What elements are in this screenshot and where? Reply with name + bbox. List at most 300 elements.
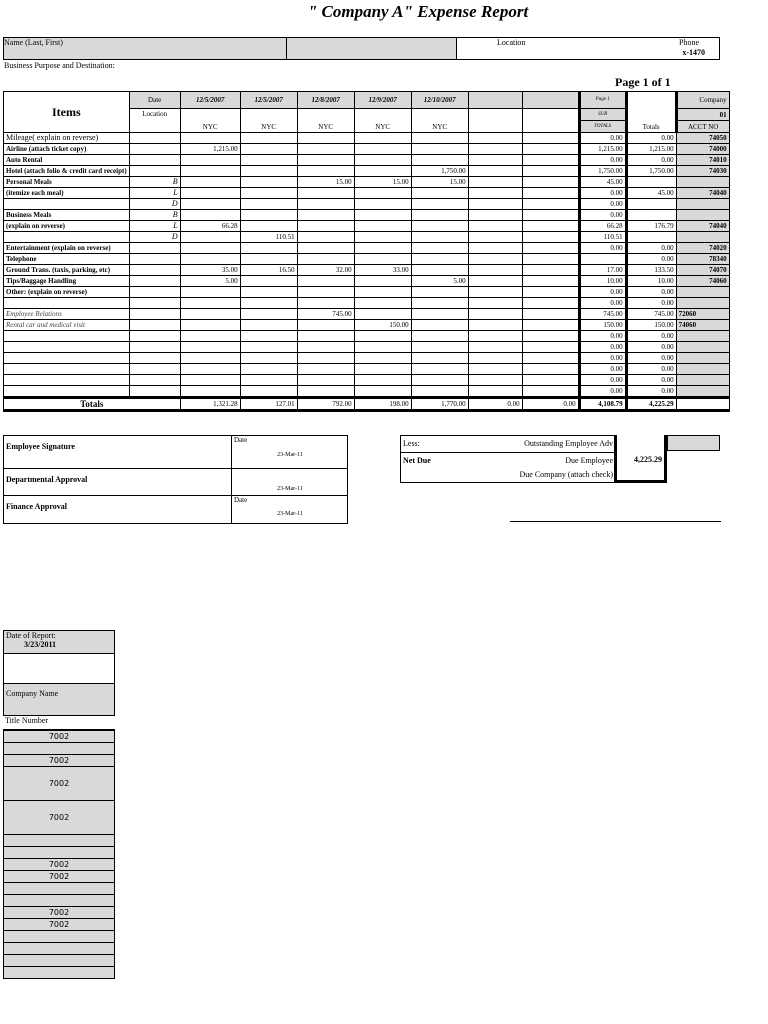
date-of-report-value: 3/23/2011: [24, 640, 57, 649]
code-row: [4, 731, 115, 743]
item-label: Telephone: [4, 254, 130, 265]
totals-value: 0.00: [522, 398, 579, 411]
total-cell: 176.79: [626, 221, 676, 232]
title-code-cell[interactable]: 7002: [4, 871, 115, 883]
expense-cell[interactable]: [297, 144, 354, 155]
table-row: [4, 243, 730, 254]
expense-cell[interactable]: [411, 254, 468, 265]
company-name-field[interactable]: [3, 684, 115, 716]
expense-cell[interactable]: [468, 210, 522, 221]
expense-cell[interactable]: [411, 364, 468, 375]
expense-cell[interactable]: 15.00: [297, 177, 354, 188]
table-row: [4, 144, 730, 155]
meal-code: [129, 320, 180, 331]
outstanding-acct-cell: [667, 435, 720, 451]
total-cell: [626, 199, 676, 210]
acct-header: ACCT NO: [676, 121, 729, 133]
expense-cell[interactable]: [468, 276, 522, 287]
item-label: Hotel (attach folio & credit card receipt): [4, 166, 130, 177]
expense-cell[interactable]: [468, 133, 522, 144]
expense-cell[interactable]: [180, 375, 240, 386]
meal-code: [129, 276, 180, 287]
totals-value: 198.00: [354, 398, 411, 411]
expense-cell[interactable]: 150.00: [354, 320, 411, 331]
acct-cell: 74070: [676, 265, 729, 276]
subtotal-cell: 0.00: [579, 133, 626, 144]
expense-cell[interactable]: [354, 243, 411, 254]
expense-cell[interactable]: [522, 265, 579, 276]
totals-header: Totals: [626, 92, 676, 133]
title-code-cell[interactable]: [4, 943, 115, 955]
acct-cell: 74050: [676, 133, 729, 144]
expense-cell[interactable]: [240, 155, 297, 166]
expense-cell[interactable]: [468, 144, 522, 155]
expense-cell[interactable]: [522, 155, 579, 166]
expense-cell[interactable]: [240, 199, 297, 210]
expense-cell[interactable]: [411, 298, 468, 309]
expense-cell[interactable]: [297, 210, 354, 221]
code-row: [4, 767, 115, 801]
expense-cell[interactable]: [180, 155, 240, 166]
expense-cell[interactable]: [468, 199, 522, 210]
expense-cell[interactable]: [522, 243, 579, 254]
table-row: [4, 232, 730, 243]
table-row: [4, 386, 730, 398]
expense-cell[interactable]: [411, 221, 468, 232]
expense-cell[interactable]: [522, 331, 579, 342]
expense-cell[interactable]: [297, 353, 354, 364]
expense-cell[interactable]: [297, 298, 354, 309]
expense-cell[interactable]: [468, 166, 522, 177]
expense-cell[interactable]: [522, 342, 579, 353]
expense-cell[interactable]: [180, 331, 240, 342]
expense-cell[interactable]: [180, 287, 240, 298]
items-header: Items: [4, 92, 130, 133]
expense-cell[interactable]: [297, 287, 354, 298]
meal-code: [129, 254, 180, 265]
expense-cell[interactable]: [354, 386, 411, 398]
expense-cell[interactable]: [354, 199, 411, 210]
expense-cell[interactable]: [522, 210, 579, 221]
employee-signature-label: Employee Signature: [6, 442, 75, 451]
expense-cell[interactable]: [240, 254, 297, 265]
meal-code: [129, 144, 180, 155]
expense-cell[interactable]: [240, 364, 297, 375]
acct-cell: [676, 177, 729, 188]
expense-cell[interactable]: [240, 276, 297, 287]
title-code-cell[interactable]: 7002: [4, 907, 115, 919]
expense-cell[interactable]: [468, 331, 522, 342]
phone-field[interactable]: [637, 38, 721, 59]
date-label-1: Date: [234, 436, 248, 444]
item-label: Auto Rental: [4, 155, 130, 166]
expense-cell[interactable]: [354, 155, 411, 166]
name-field[interactable]: [4, 38, 287, 59]
expense-cell[interactable]: [240, 287, 297, 298]
subtotal-cell: 745.00: [579, 309, 626, 320]
expense-cell[interactable]: [240, 188, 297, 199]
expense-cell[interactable]: [522, 144, 579, 155]
expense-cell[interactable]: [354, 364, 411, 375]
expense-cell[interactable]: [411, 353, 468, 364]
department-date-field[interactable]: [232, 469, 348, 496]
expense-cell[interactable]: [354, 210, 411, 221]
expense-cell[interactable]: [180, 353, 240, 364]
expense-cell[interactable]: [468, 364, 522, 375]
acct-cell: 74030: [676, 166, 729, 177]
expense-cell[interactable]: [411, 320, 468, 331]
loc-col-7: [522, 109, 579, 133]
meal-code: [129, 331, 180, 342]
grand-total: 4,225.29: [626, 398, 676, 411]
expense-cell[interactable]: [522, 287, 579, 298]
expense-cell[interactable]: 66.28: [180, 221, 240, 232]
expense-cell[interactable]: [240, 386, 297, 398]
expense-cell[interactable]: [180, 342, 240, 353]
expense-cell[interactable]: [180, 386, 240, 398]
table-row: [4, 155, 730, 166]
expense-cell[interactable]: [297, 342, 354, 353]
table-row: [4, 353, 730, 364]
expense-cell[interactable]: [354, 353, 411, 364]
expense-cell[interactable]: [468, 254, 522, 265]
expense-cell[interactable]: [468, 243, 522, 254]
acct-cell: 74020: [676, 243, 729, 254]
code-row: [4, 847, 115, 859]
expense-cell[interactable]: [468, 320, 522, 331]
subtotal-cell: 110.51: [579, 232, 626, 243]
expense-cell[interactable]: [411, 199, 468, 210]
expense-cell[interactable]: 5.00: [411, 276, 468, 287]
expense-cell[interactable]: [522, 221, 579, 232]
finance-approval-field[interactable]: [4, 496, 232, 523]
total-cell: 45.00: [626, 188, 676, 199]
expense-cell[interactable]: 32.00: [297, 265, 354, 276]
expense-cell[interactable]: [297, 386, 354, 398]
expense-cell[interactable]: [180, 243, 240, 254]
expense-cell[interactable]: [522, 232, 579, 243]
expense-cell[interactable]: [411, 243, 468, 254]
expense-cell[interactable]: [240, 243, 297, 254]
expense-cell[interactable]: [180, 166, 240, 177]
expense-cell[interactable]: [180, 320, 240, 331]
expense-cell[interactable]: [468, 177, 522, 188]
title-code-cell[interactable]: 7002: [4, 755, 115, 767]
loc-col-2: NYC: [240, 109, 297, 133]
expense-cell[interactable]: [468, 265, 522, 276]
total-cell: 133.50: [626, 265, 676, 276]
total-cell: 0.00: [626, 353, 676, 364]
summary-block: [400, 435, 616, 483]
expense-cell[interactable]: [468, 287, 522, 298]
expense-cell[interactable]: [522, 353, 579, 364]
expense-cell[interactable]: [411, 309, 468, 320]
expense-cell[interactable]: [522, 364, 579, 375]
title-code-cell[interactable]: [4, 931, 115, 943]
total-cell: [626, 177, 676, 188]
subtotal-cell: 150.00: [579, 320, 626, 331]
table-row: [4, 331, 730, 342]
total-cell: 0.00: [626, 155, 676, 166]
expense-cell[interactable]: 5.00: [180, 276, 240, 287]
expense-cell[interactable]: [297, 243, 354, 254]
expense-cell[interactable]: [354, 188, 411, 199]
date-of-report-field[interactable]: [3, 630, 115, 654]
location-field[interactable]: [457, 38, 637, 59]
loc-col-3: NYC: [297, 109, 354, 133]
expense-cell[interactable]: [522, 166, 579, 177]
expense-cell[interactable]: [297, 276, 354, 287]
expense-cell[interactable]: [468, 221, 522, 232]
expense-cell[interactable]: 1,215.00: [180, 144, 240, 155]
blank-field[interactable]: [3, 654, 115, 684]
expense-cell[interactable]: [240, 375, 297, 386]
employee-signature-field[interactable]: [4, 436, 232, 469]
expense-cell[interactable]: [411, 265, 468, 276]
expense-cell[interactable]: 745.00: [297, 309, 354, 320]
expense-cell[interactable]: [297, 375, 354, 386]
expense-cell[interactable]: [240, 177, 297, 188]
expense-cell[interactable]: [240, 353, 297, 364]
due-employee-value: 4,225.29: [634, 455, 662, 464]
meal-code: [129, 287, 180, 298]
expense-cell[interactable]: 33.00: [354, 265, 411, 276]
expense-cell[interactable]: [522, 276, 579, 287]
expense-cell[interactable]: [180, 188, 240, 199]
acct-cell: 74040: [676, 221, 729, 232]
expense-cell[interactable]: [411, 133, 468, 144]
code-row: [4, 755, 115, 767]
expense-cell[interactable]: [411, 144, 468, 155]
department-approval-field[interactable]: [4, 469, 232, 496]
subtotal-cell: 1,750.00: [579, 166, 626, 177]
expense-cell[interactable]: [468, 298, 522, 309]
expense-cell[interactable]: [180, 210, 240, 221]
expense-cell[interactable]: [297, 320, 354, 331]
expense-cell[interactable]: [522, 386, 579, 398]
company-header: Company: [676, 92, 729, 109]
title-code-cell[interactable]: [4, 835, 115, 847]
expense-cell[interactable]: [180, 364, 240, 375]
grand-subtotal: 4,108.79: [579, 398, 626, 411]
total-cell: 0.00: [626, 342, 676, 353]
expense-cell[interactable]: [240, 221, 297, 232]
total-cell: 0.00: [626, 331, 676, 342]
code-row: [4, 871, 115, 883]
expense-cell[interactable]: [411, 188, 468, 199]
loc-col-6: [468, 109, 522, 133]
phone-label: Phone: [679, 38, 699, 47]
expense-cell[interactable]: [180, 298, 240, 309]
expense-cell[interactable]: [354, 133, 411, 144]
expense-cell[interactable]: [240, 331, 297, 342]
total-cell: 0.00: [626, 375, 676, 386]
expense-cell[interactable]: [354, 287, 411, 298]
expense-cell[interactable]: [354, 232, 411, 243]
expense-cell[interactable]: [354, 276, 411, 287]
table-row: [4, 375, 730, 386]
expense-cell[interactable]: [411, 342, 468, 353]
expense-cell[interactable]: [468, 375, 522, 386]
table-row: [4, 199, 730, 210]
expense-cell[interactable]: 110.51: [240, 232, 297, 243]
code-row: [4, 883, 115, 895]
title-code-cell[interactable]: [4, 955, 115, 967]
expense-cell[interactable]: [297, 155, 354, 166]
expense-cell[interactable]: [411, 232, 468, 243]
expense-cell[interactable]: [180, 177, 240, 188]
expense-cell[interactable]: [240, 342, 297, 353]
expense-cell[interactable]: [468, 309, 522, 320]
totals-acct: [676, 398, 729, 411]
expense-cell[interactable]: [468, 188, 522, 199]
title-code-cell[interactable]: [4, 883, 115, 895]
acct-cell: [676, 342, 729, 353]
expense-cell[interactable]: [522, 199, 579, 210]
title-code-cell[interactable]: [4, 895, 115, 907]
report-info-block: [3, 630, 115, 730]
expense-cell[interactable]: [354, 342, 411, 353]
acct-cell: [676, 287, 729, 298]
title-code-cell[interactable]: 7002: [4, 731, 115, 743]
table-row: [4, 166, 730, 177]
expense-cell[interactable]: [468, 353, 522, 364]
expense-cell[interactable]: [522, 133, 579, 144]
expense-cell[interactable]: [240, 320, 297, 331]
expense-cell[interactable]: [240, 144, 297, 155]
expense-cell[interactable]: [354, 144, 411, 155]
due-company-label: Due Company (attach check): [519, 470, 613, 479]
item-label: [4, 298, 130, 309]
expense-cell[interactable]: [468, 232, 522, 243]
acct-cell: 74040: [676, 188, 729, 199]
expense-cell[interactable]: [354, 166, 411, 177]
expense-cell[interactable]: [354, 309, 411, 320]
total-cell: 1,750.00: [626, 166, 676, 177]
sub-header: SUB: [579, 109, 626, 121]
title-code-cell[interactable]: 7002: [4, 767, 115, 801]
title-code-cell[interactable]: 7002: [4, 801, 115, 835]
expense-cell[interactable]: [297, 188, 354, 199]
expense-cell[interactable]: [411, 331, 468, 342]
name-value-field[interactable]: [287, 38, 457, 59]
subtotal-cell: 0.00: [579, 298, 626, 309]
expense-cell[interactable]: [468, 155, 522, 166]
subtotal-cell: 45.00: [579, 177, 626, 188]
employee-date-field[interactable]: [232, 436, 348, 469]
date-value-2: 23-Mar-11: [277, 486, 303, 492]
expense-cell[interactable]: [522, 177, 579, 188]
expense-cell[interactable]: [240, 298, 297, 309]
expense-cell[interactable]: [297, 133, 354, 144]
total-cell: 0.00: [626, 254, 676, 265]
finance-date-field[interactable]: [232, 496, 348, 523]
meal-code: [129, 166, 180, 177]
subtotal-cell: [579, 254, 626, 265]
expense-cell[interactable]: [411, 386, 468, 398]
expense-cell[interactable]: [354, 331, 411, 342]
total-cell: 0.00: [626, 287, 676, 298]
acct-cell: [676, 331, 729, 342]
expense-cell[interactable]: [240, 210, 297, 221]
expense-cell[interactable]: [354, 375, 411, 386]
expense-cell[interactable]: [240, 133, 297, 144]
expense-cell[interactable]: 1,750.00: [411, 166, 468, 177]
expense-cell[interactable]: [354, 221, 411, 232]
title-code-cell[interactable]: [4, 743, 115, 755]
expense-cell[interactable]: [522, 320, 579, 331]
expense-cell[interactable]: [180, 199, 240, 210]
expense-table: [3, 91, 730, 412]
expense-cell[interactable]: [522, 298, 579, 309]
loc-col-4: NYC: [354, 109, 411, 133]
meal-code: [129, 243, 180, 254]
expense-cell[interactable]: [354, 254, 411, 265]
expense-cell[interactable]: [297, 364, 354, 375]
meal-code: [129, 375, 180, 386]
item-label: [4, 232, 130, 243]
expense-cell[interactable]: [297, 221, 354, 232]
item-label: Airline (attach ticket copy): [4, 144, 130, 155]
expense-cell[interactable]: [180, 133, 240, 144]
title-code-cell[interactable]: [4, 847, 115, 859]
acct-cell: 74060: [676, 276, 729, 287]
expense-cell[interactable]: [411, 375, 468, 386]
expense-cell[interactable]: [411, 287, 468, 298]
total-cell: 0.00: [626, 243, 676, 254]
expense-cell[interactable]: [522, 188, 579, 199]
expense-cell[interactable]: [468, 386, 522, 398]
due-employee-label: Due Employee: [565, 456, 613, 465]
expense-cell[interactable]: [411, 155, 468, 166]
expense-cell[interactable]: 15.00: [354, 177, 411, 188]
title-code-cell[interactable]: 7002: [4, 859, 115, 871]
expense-cell[interactable]: [354, 298, 411, 309]
summary-values: [614, 435, 667, 483]
expense-cell[interactable]: 15.00: [411, 177, 468, 188]
expense-cell[interactable]: [240, 166, 297, 177]
expense-cell[interactable]: [297, 331, 354, 342]
subtotals-header: TOTALS: [579, 121, 626, 133]
title-code-cell[interactable]: 7002: [4, 919, 115, 931]
expense-cell[interactable]: [180, 309, 240, 320]
expense-cell[interactable]: [180, 254, 240, 265]
expense-cell[interactable]: [522, 309, 579, 320]
subtotal-cell: 0.00: [579, 364, 626, 375]
meal-code: [129, 364, 180, 375]
expense-cell[interactable]: [297, 199, 354, 210]
expense-cell[interactable]: [180, 232, 240, 243]
expense-cell[interactable]: [297, 254, 354, 265]
expense-cell[interactable]: 35.00: [180, 265, 240, 276]
expense-cell[interactable]: [297, 232, 354, 243]
expense-cell[interactable]: [297, 166, 354, 177]
title-code-cell[interactable]: [4, 967, 115, 979]
expense-cell[interactable]: [240, 309, 297, 320]
expense-cell[interactable]: [411, 210, 468, 221]
code-row: [4, 895, 115, 907]
signature-block: [3, 435, 348, 524]
subtotal-cell: 1,215.00: [579, 144, 626, 155]
expense-cell[interactable]: 16.50: [240, 265, 297, 276]
acct-cell: [676, 199, 729, 210]
less-label: Less:: [403, 439, 420, 448]
expense-cell[interactable]: [522, 254, 579, 265]
expense-cell[interactable]: [468, 342, 522, 353]
item-label: Employee Relations: [4, 309, 130, 320]
expense-cell[interactable]: [522, 375, 579, 386]
total-cell: 745.00: [626, 309, 676, 320]
